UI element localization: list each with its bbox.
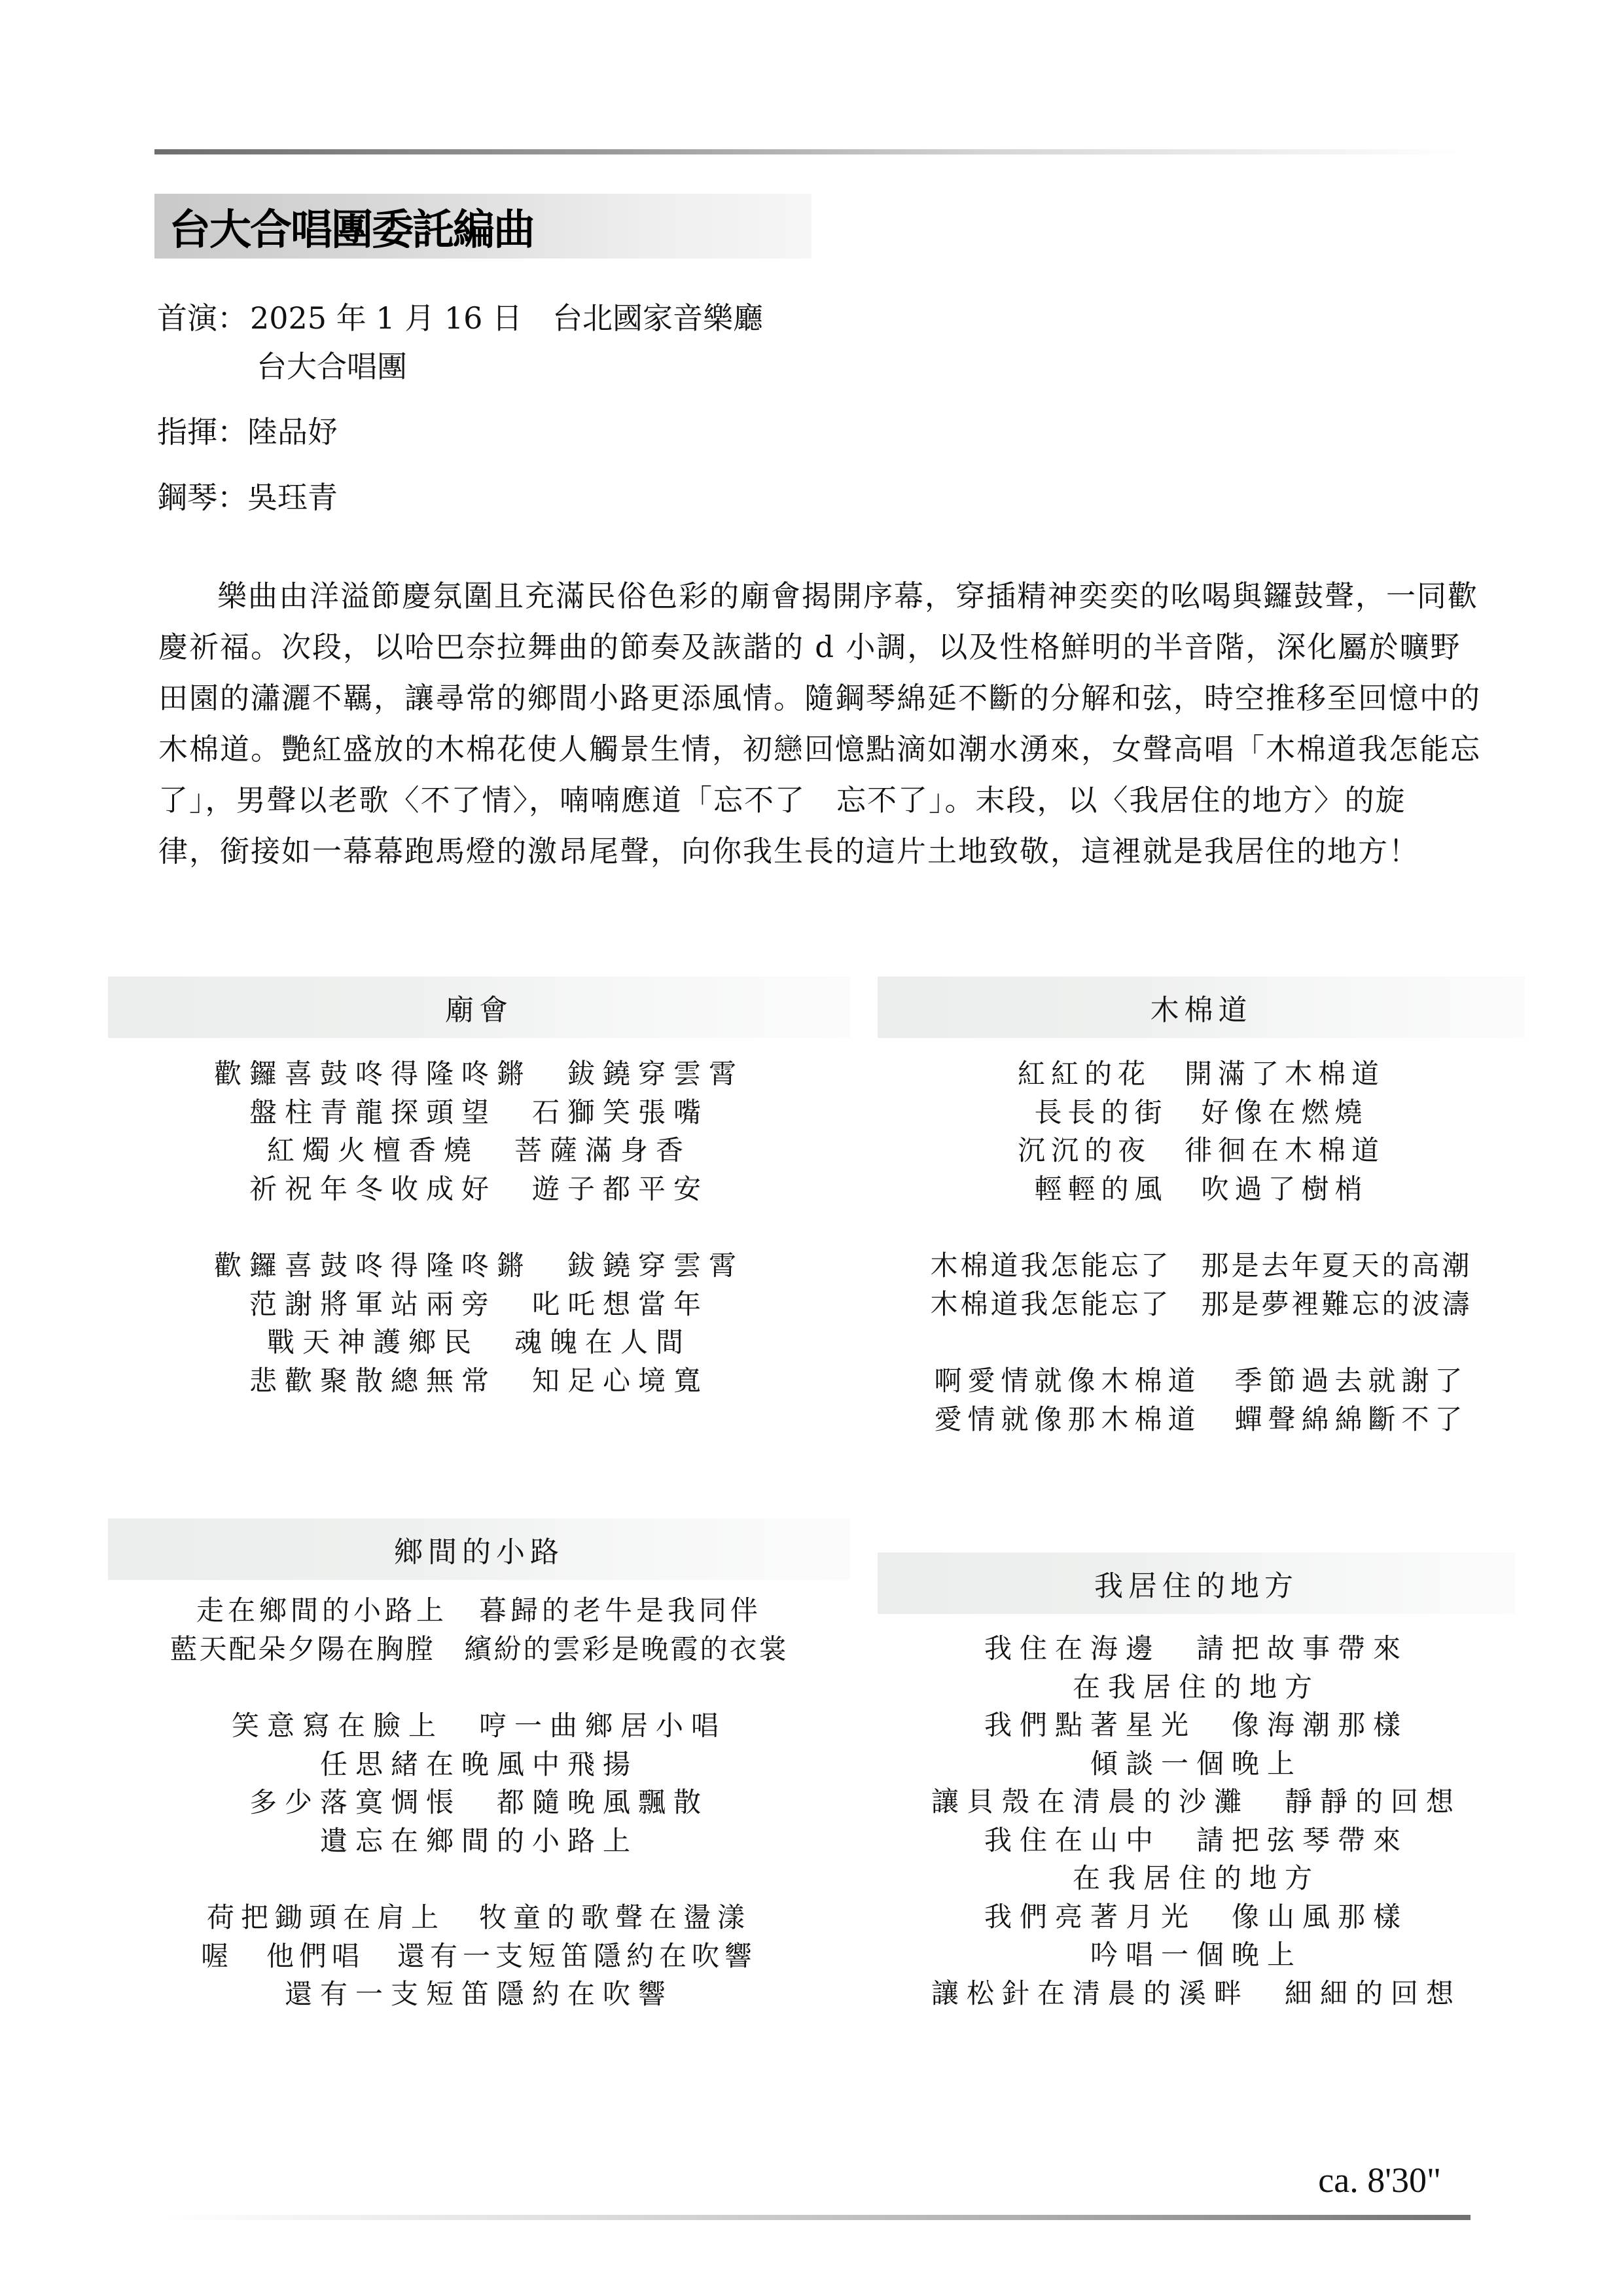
premiere-line bbox=[157, 300, 763, 336]
section-title: 鄉間的小路 bbox=[394, 1535, 564, 1569]
piano-line bbox=[157, 479, 338, 516]
premiere-value: 2025 年 1 月 16 日 台北國家音樂廳 bbox=[250, 300, 763, 336]
lyric-line: 我們點著星光 像海潮那樣 bbox=[984, 1709, 1408, 1741]
lyric-line: 多少落寞惆悵 都隨晚風飄散 bbox=[249, 1786, 709, 1818]
lyric-line: 戰天神護鄉民 魂魄在人間 bbox=[266, 1326, 691, 1358]
lyric-line: 遺忘在鄉間的小路上 bbox=[319, 1824, 638, 1857]
description-line: 樂曲由洋溢節慶氛圍且充滿民俗色彩的廟會揭開序幕，穿插精神奕奕的吆喝與鑼鼓聲，一同歡 bbox=[217, 579, 1479, 613]
section-header-country-road bbox=[108, 1518, 850, 1580]
section-title: 木棉道 bbox=[1150, 994, 1253, 1027]
duration-label: ca. 8'30" bbox=[1318, 2161, 1441, 2200]
lyric-line: 歡鑼喜鼓咚得隆咚鏘 鈸鐃穿雲霄 bbox=[213, 1249, 744, 1282]
lyric-line: 輕輕的風 吹過了樹梢 bbox=[1034, 1172, 1368, 1205]
section-header-kapok-road bbox=[878, 977, 1525, 1038]
lyric-line: 范謝將軍站兩旁 叱吒想當年 bbox=[249, 1287, 709, 1320]
section-title: 廟會 bbox=[445, 994, 513, 1027]
stanza-gap bbox=[878, 1208, 1525, 1247]
lyric-line: 藍天配朵夕陽在胸膛 繽紛的雲彩是晚霞的衣裳 bbox=[169, 1632, 789, 1665]
lyric-line: 祈祝年冬收成好 遊子都平安 bbox=[249, 1172, 709, 1205]
piano-value: 吳珏青 bbox=[247, 480, 338, 515]
section-title: 我居住的地方 bbox=[1094, 1570, 1298, 1603]
description-line: 律，銜接如一幕幕跑馬燈的激昂尾聲，向你我生長的這片土地致敬，這裡就是我居住的地方！ bbox=[158, 834, 1420, 869]
description-paragraph bbox=[158, 571, 1482, 877]
description-line: 田園的瀟灑不羈，讓尋常的鄉間小路更添風情。隨鋼琴綿延不斷的分解和弦，時空推移至回憶中的 bbox=[158, 681, 1482, 715]
lyric-line: 紅紅的花 開滿了木棉道 bbox=[1017, 1058, 1385, 1090]
lyric-line: 喔 他們唱 還有一支短笛隱約在吹響 bbox=[200, 1939, 757, 1972]
top-divider bbox=[154, 149, 1460, 154]
bottom-divider bbox=[164, 2215, 1471, 2220]
piano-label: 鋼琴： bbox=[157, 480, 247, 515]
stanza-gap bbox=[878, 1323, 1525, 1362]
lyric-line: 傾談一個晚上 bbox=[1090, 1747, 1302, 1780]
lyric-line: 木棉道我怎能忘了 那是夢裡難忘的波濤 bbox=[930, 1287, 1472, 1320]
lyric-line: 走在鄉間的小路上 暮歸的老牛是我同伴 bbox=[196, 1594, 762, 1626]
lyric-line: 歡鑼喜鼓咚得隆咚鏘 鈸鐃穿雲霄 bbox=[213, 1058, 744, 1090]
lyric-line: 荷把鋤頭在肩上 牧童的歌聲在盪漾 bbox=[206, 1901, 751, 1933]
conductor-label: 指揮： bbox=[157, 414, 247, 450]
lyric-line: 我住在山中 請把弦琴帶來 bbox=[984, 1823, 1408, 1856]
section-header-where-i-live bbox=[878, 1552, 1515, 1614]
conductor-line bbox=[157, 414, 338, 450]
lyric-line: 悲歡聚散總無常 知足心境寬 bbox=[249, 1364, 709, 1397]
lyric-line: 愛情就像那木棉道 蟬聲綿綿斷不了 bbox=[934, 1403, 1469, 1435]
lyric-line: 我們亮著月光 像山風那樣 bbox=[984, 1900, 1408, 1933]
conductor-value: 陸品妤 bbox=[247, 414, 338, 450]
premiere-label: 首演： bbox=[157, 300, 247, 336]
lyric-line: 盤柱青龍探頭望 石獅笑張嘴 bbox=[249, 1096, 709, 1128]
lyrics-country-road bbox=[105, 1592, 853, 2014]
title-banner bbox=[154, 194, 812, 259]
description-line: 木棉道。艷紅盛放的木棉花使人觸景生情，初戀回憶點滴如潮水湧來，女聲高唱「木棉道我怎能忘 bbox=[158, 732, 1482, 766]
section-header-temple-fair bbox=[108, 977, 850, 1038]
lyric-line: 長長的街 好像在燃燒 bbox=[1034, 1096, 1368, 1128]
lyric-line: 啊愛情就像木棉道 季節過去就謝了 bbox=[934, 1365, 1469, 1397]
description-line: 慶祈福。次段，以哈巴奈拉舞曲的節奏及詼諧的 d 小調，以及性格鮮明的半音階，深化屬於曠野 bbox=[158, 630, 1461, 664]
lyrics-temple-fair bbox=[108, 1055, 850, 1400]
lyric-line: 讓貝殼在清晨的沙灘 靜靜的回想 bbox=[931, 1785, 1461, 1818]
lyric-line: 在我居住的地方 bbox=[1072, 1862, 1320, 1894]
lyric-line: 還有一支短笛隱約在吹響 bbox=[284, 1978, 673, 2010]
lyric-line: 我住在海邊 請把故事帶來 bbox=[984, 1632, 1408, 1664]
lyric-line: 笑意寫在臉上 哼一曲鄉居小唱 bbox=[231, 1710, 726, 1742]
stanza-gap bbox=[105, 1860, 853, 1899]
lyric-line: 沉沉的夜 徘徊在木棉道 bbox=[1017, 1134, 1385, 1166]
lyrics-kapok-road bbox=[878, 1055, 1525, 1439]
premiere-performer: 台大合唱團 bbox=[257, 349, 407, 384]
lyric-line: 木棉道我怎能忘了 那是去年夏天的高潮 bbox=[930, 1249, 1472, 1282]
lyric-line: 讓松針在清晨的溪畔 細細的回想 bbox=[931, 1977, 1461, 2009]
lyrics-where-i-live bbox=[878, 1630, 1515, 2013]
lyric-line: 吟唱一個晚上 bbox=[1090, 1939, 1302, 1971]
lyric-line: 紅燭火檀香燒 菩薩滿身香 bbox=[266, 1134, 691, 1166]
description-line: 了」，男聲以老歌〈不了情〉，喃喃應道「忘不了 忘不了」。末段，以〈我居住的地方〉的旋 bbox=[158, 783, 1406, 817]
lyric-line: 任思緒在晚風中飛揚 bbox=[319, 1748, 638, 1780]
page-title: 台大合唱團委託編曲 bbox=[169, 205, 534, 255]
lyric-line: 在我居住的地方 bbox=[1072, 1670, 1320, 1703]
stanza-gap bbox=[105, 1668, 853, 1707]
stanza-gap bbox=[108, 1208, 850, 1247]
